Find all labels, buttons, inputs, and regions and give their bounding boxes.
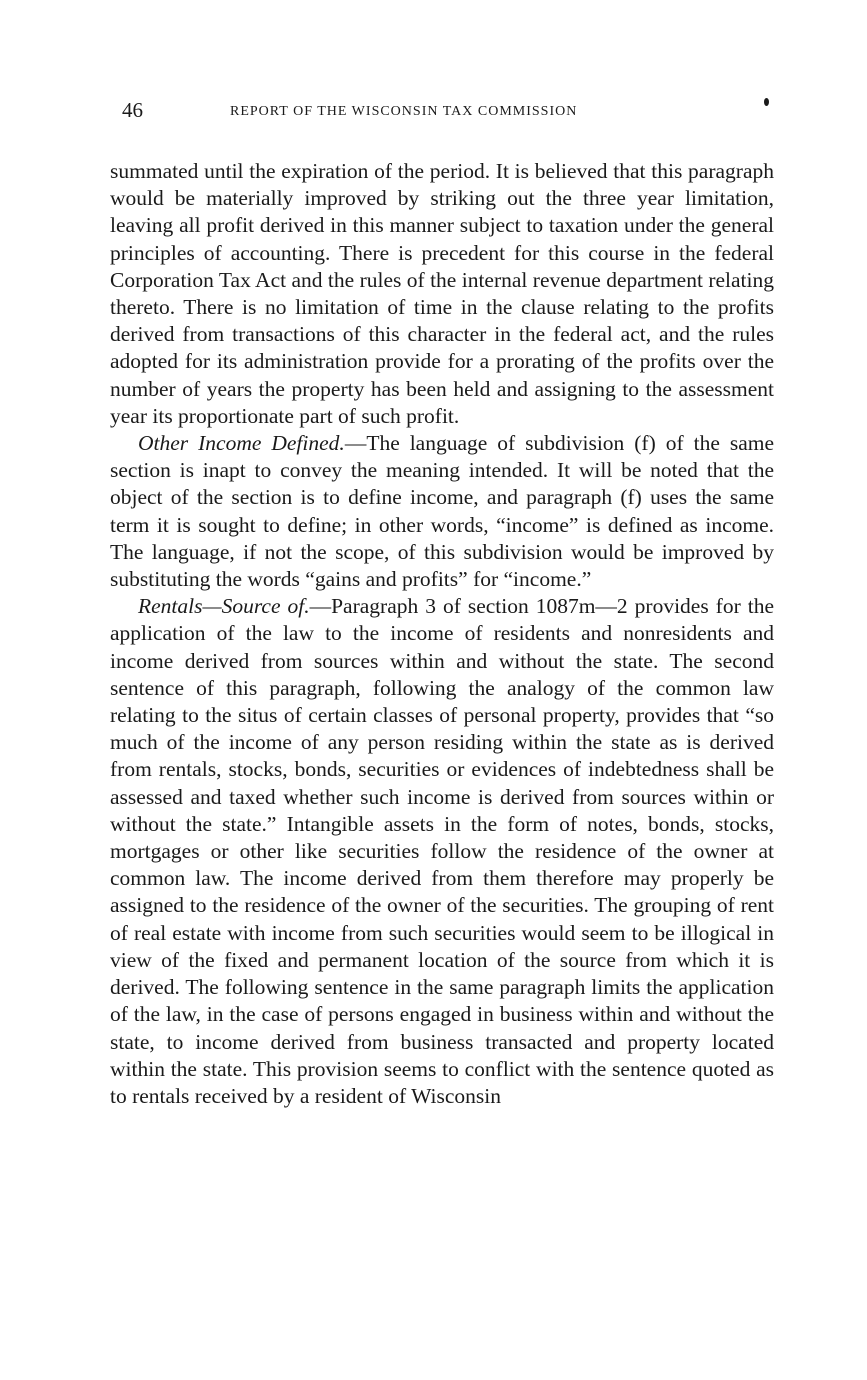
paragraph-text: summated until the expiration of the period. It is believed that this paragraph would be materially improved by striking out the three year limitation, leaving all profit derived in this manner subject to taxation under the general principles of accounting. There is precedent for this course in the federal Corporation Tax Act and the rules of the internal revenue department relating thereto. There is no limitation of time in the clause relating to the profits derived from transactions of this character in the federal act, and the rules adopted for its administration provide for a prorating of the profits over the number of years the property has been held and assigning to the assessment year its proportionate part of such profit.: [110, 159, 774, 428]
paragraph-other-income: [110, 430, 774, 593]
paragraph-text: —The language of subdivision (f) of the same section is inapt to convey the meaning intended. It will be noted that the object of the section is to define income, and paragraph (f) uses the same term it is sought to define; in other words, “income” is defined as income. The language, if not the scope, of this subdivision would be improved by substituting the words “gains and profits” for “income.”: [110, 431, 775, 592]
paragraph-heading: Rentals—Source of.: [138, 594, 310, 619]
paragraph-rentals: [110, 593, 774, 1110]
page-body: [110, 158, 774, 1110]
paragraph-continuation: [110, 158, 774, 430]
ink-mark: [764, 98, 769, 106]
paragraph-heading: Other Income Defined.: [138, 431, 345, 456]
page-number: 46: [122, 98, 143, 122]
running-title: REPORT OF THE WISCONSIN TAX COMMISSION: [230, 104, 578, 119]
paragraph-text: —Paragraph 3 of section 1087m—2 provides for the application of the law to the income of residents and nonresidents and income derived from sources within and without the state. The second sentence of this paragraph, following the analogy of the common law relating to the situs of certain classes of personal property, provides that “so much of the income of any person residing within the state as is derived from rentals, stocks, bonds, securities or evidences of indebtedness shall be assessed and taxed whether such income is derived from sources within or without the state.” Intangible assets in the form of notes, bonds, stocks, mortgages or other like securities follow the residence of the owner at common law. The income derived from them therefore may properly be assigned to the residence of the owner of the securities. The grouping of rent of real estate with income from such securities would seem to be illogical in view of the fixed and permanent location of the source from which it is derived. The following sentence in the same paragraph limits the application of the law, in the case of persons engaged in business within and without the state, to income derived from business transacted and property located within the state. This provision seems to conflict with the sentence quoted as to rentals received by a resident of Wisconsin: [110, 594, 774, 1108]
running-header: [122, 98, 772, 128]
